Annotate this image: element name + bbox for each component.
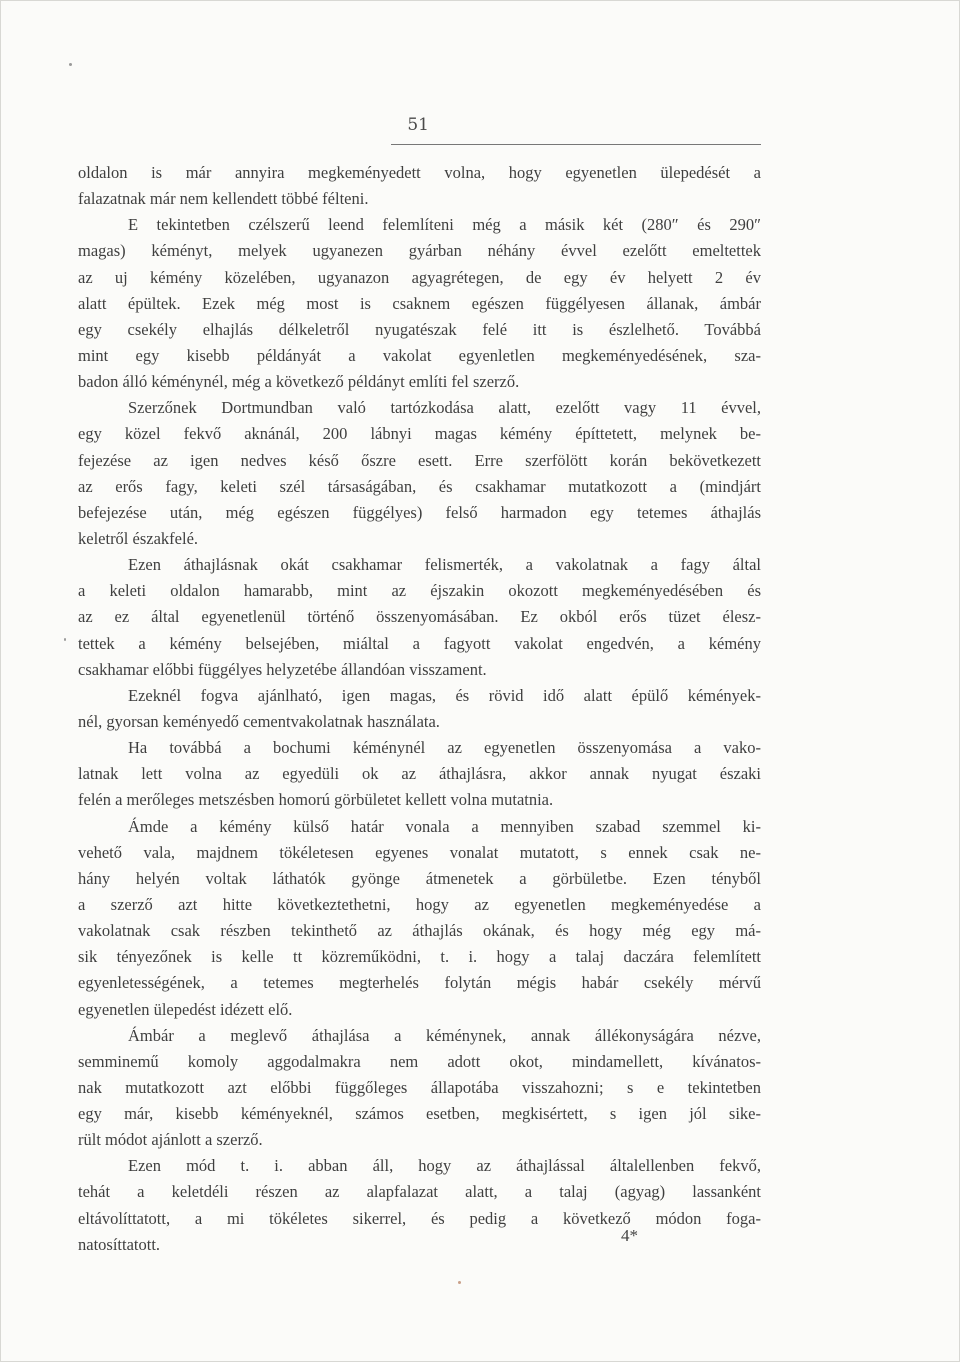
text-line: Ámbár a meglevő áthajlása a kéménynek, annak állékonyságára nézve, bbox=[128, 1025, 761, 1045]
text-line: semminemű komoly aggodalmakra nem adott okot, mindamellett, kívánatos- bbox=[78, 1051, 761, 1071]
text-line: a szerző azt hitte következtethetni, hogy az egyenetlen megkeményedése a bbox=[78, 894, 761, 914]
text-line: egyenletességének, a tetemes megterhelés folytán mégis habár csekély mérvű bbox=[78, 973, 761, 993]
body-text bbox=[78, 160, 761, 1258]
text-line: rült módot ajánlott a szerző. bbox=[78, 1130, 263, 1150]
paper-speck bbox=[458, 1281, 461, 1284]
text-line: natosíttatott. bbox=[78, 1234, 161, 1254]
text-line: egy közel fekvő aknánál, 200 lábnyi magas kémény építtetett, melynek be- bbox=[78, 424, 761, 444]
text-line: az erős fagy, keleti szél társaságában, és csakhamar mutatkozott a (mindjárt bbox=[78, 476, 761, 496]
text-line: hány helyén voltak láthatók gyönge átmenetek a görbületbe. Ezen tényből bbox=[78, 868, 761, 888]
text-line: mint egy kisebb példányát a vakolat egyenletlen megkeményedésének, sza- bbox=[78, 345, 761, 365]
text-line: tehát a keletdéli részen az alapfalazat alatt, a talaj (agyag) lassanként bbox=[78, 1182, 761, 1202]
text-line: vehető vala, majdnem tökéletesen egyenes vonalat mutatott, s ennek csak ne- bbox=[78, 842, 761, 862]
text-line: sik tényezőnek is kelle tt közreműködni, t. i. hogy a talaj daczára felemlített bbox=[78, 947, 761, 967]
signature-mark: 4* bbox=[621, 1226, 638, 1245]
text-line: a keleti oldalon hamarabb, mint az éjszakin okozott megkeményedésében és bbox=[78, 581, 761, 601]
page-number: 51 bbox=[407, 115, 429, 135]
text-line: badon álló kéménynél, még a következő példányt említi fel szerző. bbox=[78, 372, 520, 392]
text-line: Ezeknél fogva ajánlható, igen magas, és rövid idő alatt épülő kémények- bbox=[128, 685, 761, 705]
text-line: tettek a kémény belsejében, miáltal a fagyott vakolat engedvén, a kémény bbox=[78, 633, 761, 653]
text-line: E tekintetben czélszerű leend felemlíteni még a másik két (280″ és 290″ bbox=[128, 215, 761, 235]
paper-speck bbox=[64, 638, 66, 641]
text-line: oldalon is már annyira megkeményedett volna, hogy egyenetlen ülepedését a bbox=[78, 163, 761, 182]
text-line: Ezen mód t. i. abban áll, hogy az áthajlással általellenben fekvő, bbox=[128, 1156, 761, 1176]
text-line: eltávolíttatott, a mi tökéletes sikerrel, és pedig a következő módon foga- bbox=[78, 1208, 761, 1228]
text-line: falazatnak már nem kellendett többé félteni. bbox=[78, 189, 369, 209]
text-line: Ha továbbá a bochumi kéménynél az egyenetlen összenyomása a vako- bbox=[128, 738, 761, 758]
text-line: az ez által egyenetlenül történő összenyomásában. Ez okból erős tüzet élesz- bbox=[78, 607, 761, 627]
text-line: az uj kémény közelében, ugyanazon agyagrétegen, de egy év helyett 2 év bbox=[78, 267, 761, 287]
text-line: befejezése után, még egészen függélyes) felső harmadon egy tetemes áthajlás bbox=[78, 502, 761, 522]
text-line: csakhamar előbbi függélyes helyzetébe állandóan visszament. bbox=[78, 659, 487, 679]
text-line: egy csekély elhajlás délkeletről nyugatészak felé itt is észlelhető. Továbbá bbox=[78, 319, 761, 339]
header-rule bbox=[391, 144, 761, 145]
text-line: nak mutatkozott azt előbbi függőleges állapotába visszahozni; s e tekintetben bbox=[78, 1077, 761, 1097]
text-line: fejezése az igen nedves késő őszre esett. Erre szerfölött korán bekövetkezett bbox=[78, 450, 761, 470]
text-line: magas) kéményt, melyek ugyanezen gyárban néhány évvel ezelőtt emeltettek bbox=[78, 241, 761, 261]
text-line: keletről északfelé. bbox=[78, 528, 199, 548]
text-line: nél, gyorsan keményedő cementvakolatnak használata. bbox=[78, 711, 440, 731]
text-line: latnak lett volna az egyedüli ok az áthajlásra, akkor annak nyugat északi bbox=[78, 764, 761, 784]
text-line: alatt épültek. Ezek még most is csaknem egészen függélyesen állanak, ámbár bbox=[78, 293, 761, 313]
paper-speck bbox=[69, 63, 72, 66]
text-line: Ezen áthajlásnak okát csakhamar felismerték, a vakolatnak a fagy által bbox=[128, 555, 761, 575]
text-line: vakolatnak csak részben tekinthető az áthajlás okának, és hogy még egy má- bbox=[78, 921, 761, 941]
text-line: Szerzőnek Dortmundban való tartózkodása alatt, ezelőtt vagy 11 évvel, bbox=[128, 398, 761, 418]
text-line: felén a merőleges metszésben homorú görbületet kellett volna mutatnia. bbox=[78, 790, 554, 810]
text-line: Ámde a kémény külső határ vonala a mennyiben szabad szemmel ki- bbox=[128, 816, 761, 836]
text-line: egyenetlen ülepedést idézett elő. bbox=[78, 999, 293, 1019]
text-line: egy már, kisebb kéményeknél, számos esetben, megkisértett, s igen jól sike- bbox=[78, 1104, 761, 1124]
